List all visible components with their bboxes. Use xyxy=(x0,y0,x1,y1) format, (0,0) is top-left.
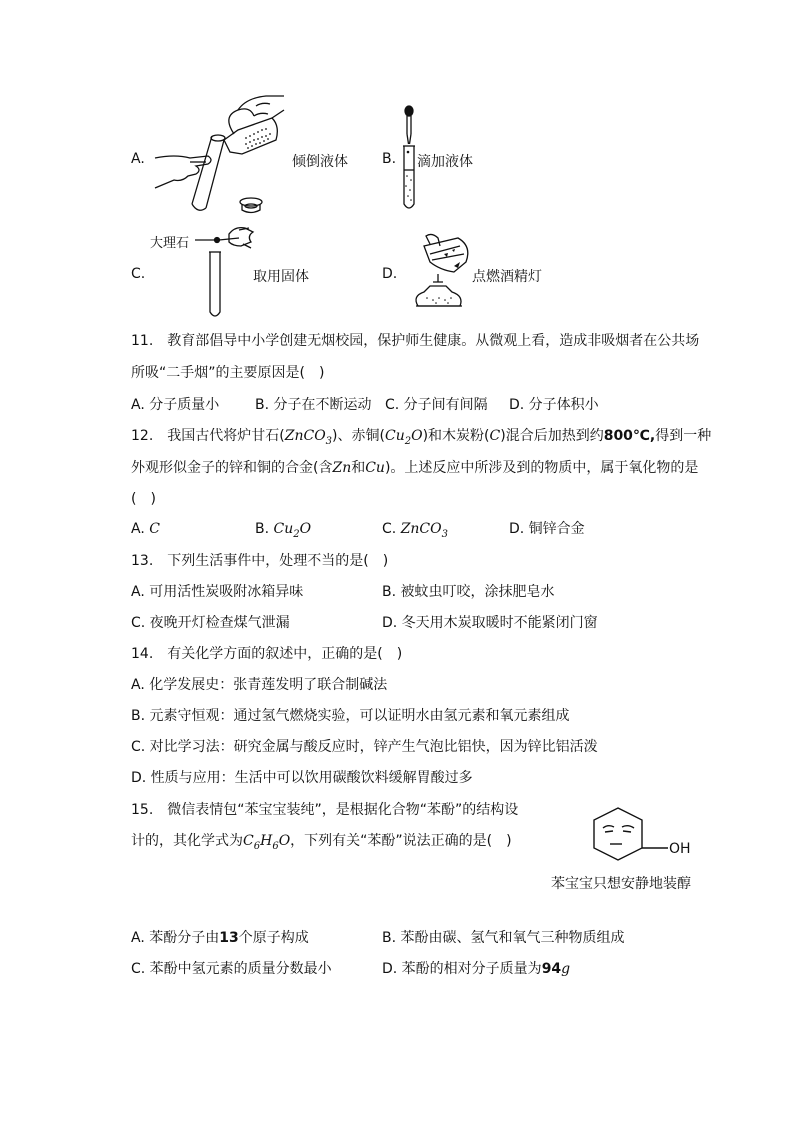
q13-stem: 13. 下列生活事件中，处理不当的是( ) xyxy=(131,553,389,569)
text: 12. 我国古代将炉甘石( xyxy=(131,428,285,444)
formula-c6h6o: $C_6H_6O$ xyxy=(243,833,291,852)
text: ，下列有关“苯酚”说法正确的是( ) xyxy=(290,833,512,849)
q15-option-b: B. 苯酚由碳、氢气和氧气三种物质组成 xyxy=(382,930,625,946)
q14-option-a: A. 化学发展史：张青莲发明了联合制碱法 xyxy=(131,677,388,693)
q12-option-d: D. 铜锌合金 xyxy=(509,521,585,537)
q13-option-d: D. 冬天用木炭取暖时不能紧闭门窗 xyxy=(382,615,598,631)
q13-option-a: A. 可用活性炭吸附冰箱异味 xyxy=(131,584,304,600)
formula-znco3: ZnCO$_3$ xyxy=(284,428,333,447)
text: 和 xyxy=(351,460,366,476)
q11-option-c: C. 分子间有间隔 xyxy=(385,397,488,413)
q14-option-d: D. 性质与应用：生活中可以饮用碳酸饮料缓解胃酸过多 xyxy=(131,770,473,786)
q11-option-b: B. 分子在不断运动 xyxy=(255,397,372,413)
option-letter: B. xyxy=(382,151,397,167)
q14-option-c: C. 对比学习法：研究金属与酸反应时，锌产生气泡比铝快，因为锌比铝活泼 xyxy=(131,739,598,755)
q13-option-b: B. 被蚊虫叮咬，涂抹肥皂水 xyxy=(382,584,555,600)
q12-option-b: B. $Cu_2O$ xyxy=(255,521,312,540)
text: )、赤铜( xyxy=(332,428,385,444)
q15-stem-line2 xyxy=(131,832,512,856)
q11-stem-line1: 11. 教育部倡导中小学创建无烟校园，保护师生健康。从微观上看，造成非吸烟者在公共场 xyxy=(131,333,700,349)
text: 外观形似金子的锌和铜的合金(含 xyxy=(131,460,333,476)
option-caption: 取用固体 xyxy=(253,269,309,285)
q12-stem-line2 xyxy=(131,459,698,477)
q12-option-c: C. ZnCO$_3$ xyxy=(382,521,448,540)
option-caption: 倾倒液体 xyxy=(292,154,348,170)
option-caption: 点燃酒精灯 xyxy=(472,269,542,285)
q12-stem-line1 xyxy=(131,427,711,451)
q13-option-c: C. 夜晚开灯检查煤气泄漏 xyxy=(131,615,290,631)
text: 得到一种 xyxy=(655,428,712,444)
q11-option-a: A. 分子质量小 xyxy=(131,397,220,413)
q15-stem-line1: 15. 微信表情包“苯宝宝装纯”，是根据化合物“苯酚”的结构设 xyxy=(131,802,519,818)
q15-option-a: A. 苯酚分子由13个原子构成 xyxy=(131,930,309,946)
q14-option-b: B. 元素守恒观：通过氢气燃烧实验，可以证明水由氢元素和氧元素组成 xyxy=(131,708,570,724)
marble-label: 大理石 xyxy=(150,236,190,251)
text: )混合后加热到约 xyxy=(500,428,604,444)
oh-group-label: OH xyxy=(669,841,691,857)
option-letter: C. xyxy=(131,266,146,282)
text: )。上述反应中所涉及到的物质中，属于氧化物的是 xyxy=(384,460,699,476)
q11-stem-line2: 所吸“二手烟”的主要原因是( ) xyxy=(131,365,325,381)
option-caption: 滴加液体 xyxy=(417,154,473,170)
formula-cu2o: $Cu_2O$ xyxy=(384,428,423,447)
q14-stem: 14. 有关化学方面的叙述中，正确的是( ) xyxy=(131,646,403,662)
temperature: 800℃, xyxy=(603,428,656,444)
text: )和木炭粉( xyxy=(422,428,490,444)
q12-stem-line3: ( ) xyxy=(131,491,156,507)
symbol-cu: Cu xyxy=(365,460,385,476)
lighting-alcohol-lamp-illustration xyxy=(400,232,474,312)
option-letter: A. xyxy=(131,151,145,167)
symbol-zn: Zn xyxy=(332,460,352,476)
q15-option-c: C. 苯酚中氢元素的质量分数最小 xyxy=(131,961,332,977)
figure-caption: 苯宝宝只想安静地装醇 xyxy=(551,876,691,892)
pouring-liquid-illustration xyxy=(150,96,285,216)
q12-option-a: A. C xyxy=(131,521,160,537)
q11-option-d: D. 分子体积小 xyxy=(509,397,599,413)
option-letter: D. xyxy=(382,266,398,282)
formula-c: C xyxy=(489,428,501,444)
phenol-structure-illustration xyxy=(588,806,698,866)
q15-option-d: D. 苯酚的相对分子质量为94g xyxy=(382,961,571,977)
text: 计的，其化学式为 xyxy=(131,833,243,849)
